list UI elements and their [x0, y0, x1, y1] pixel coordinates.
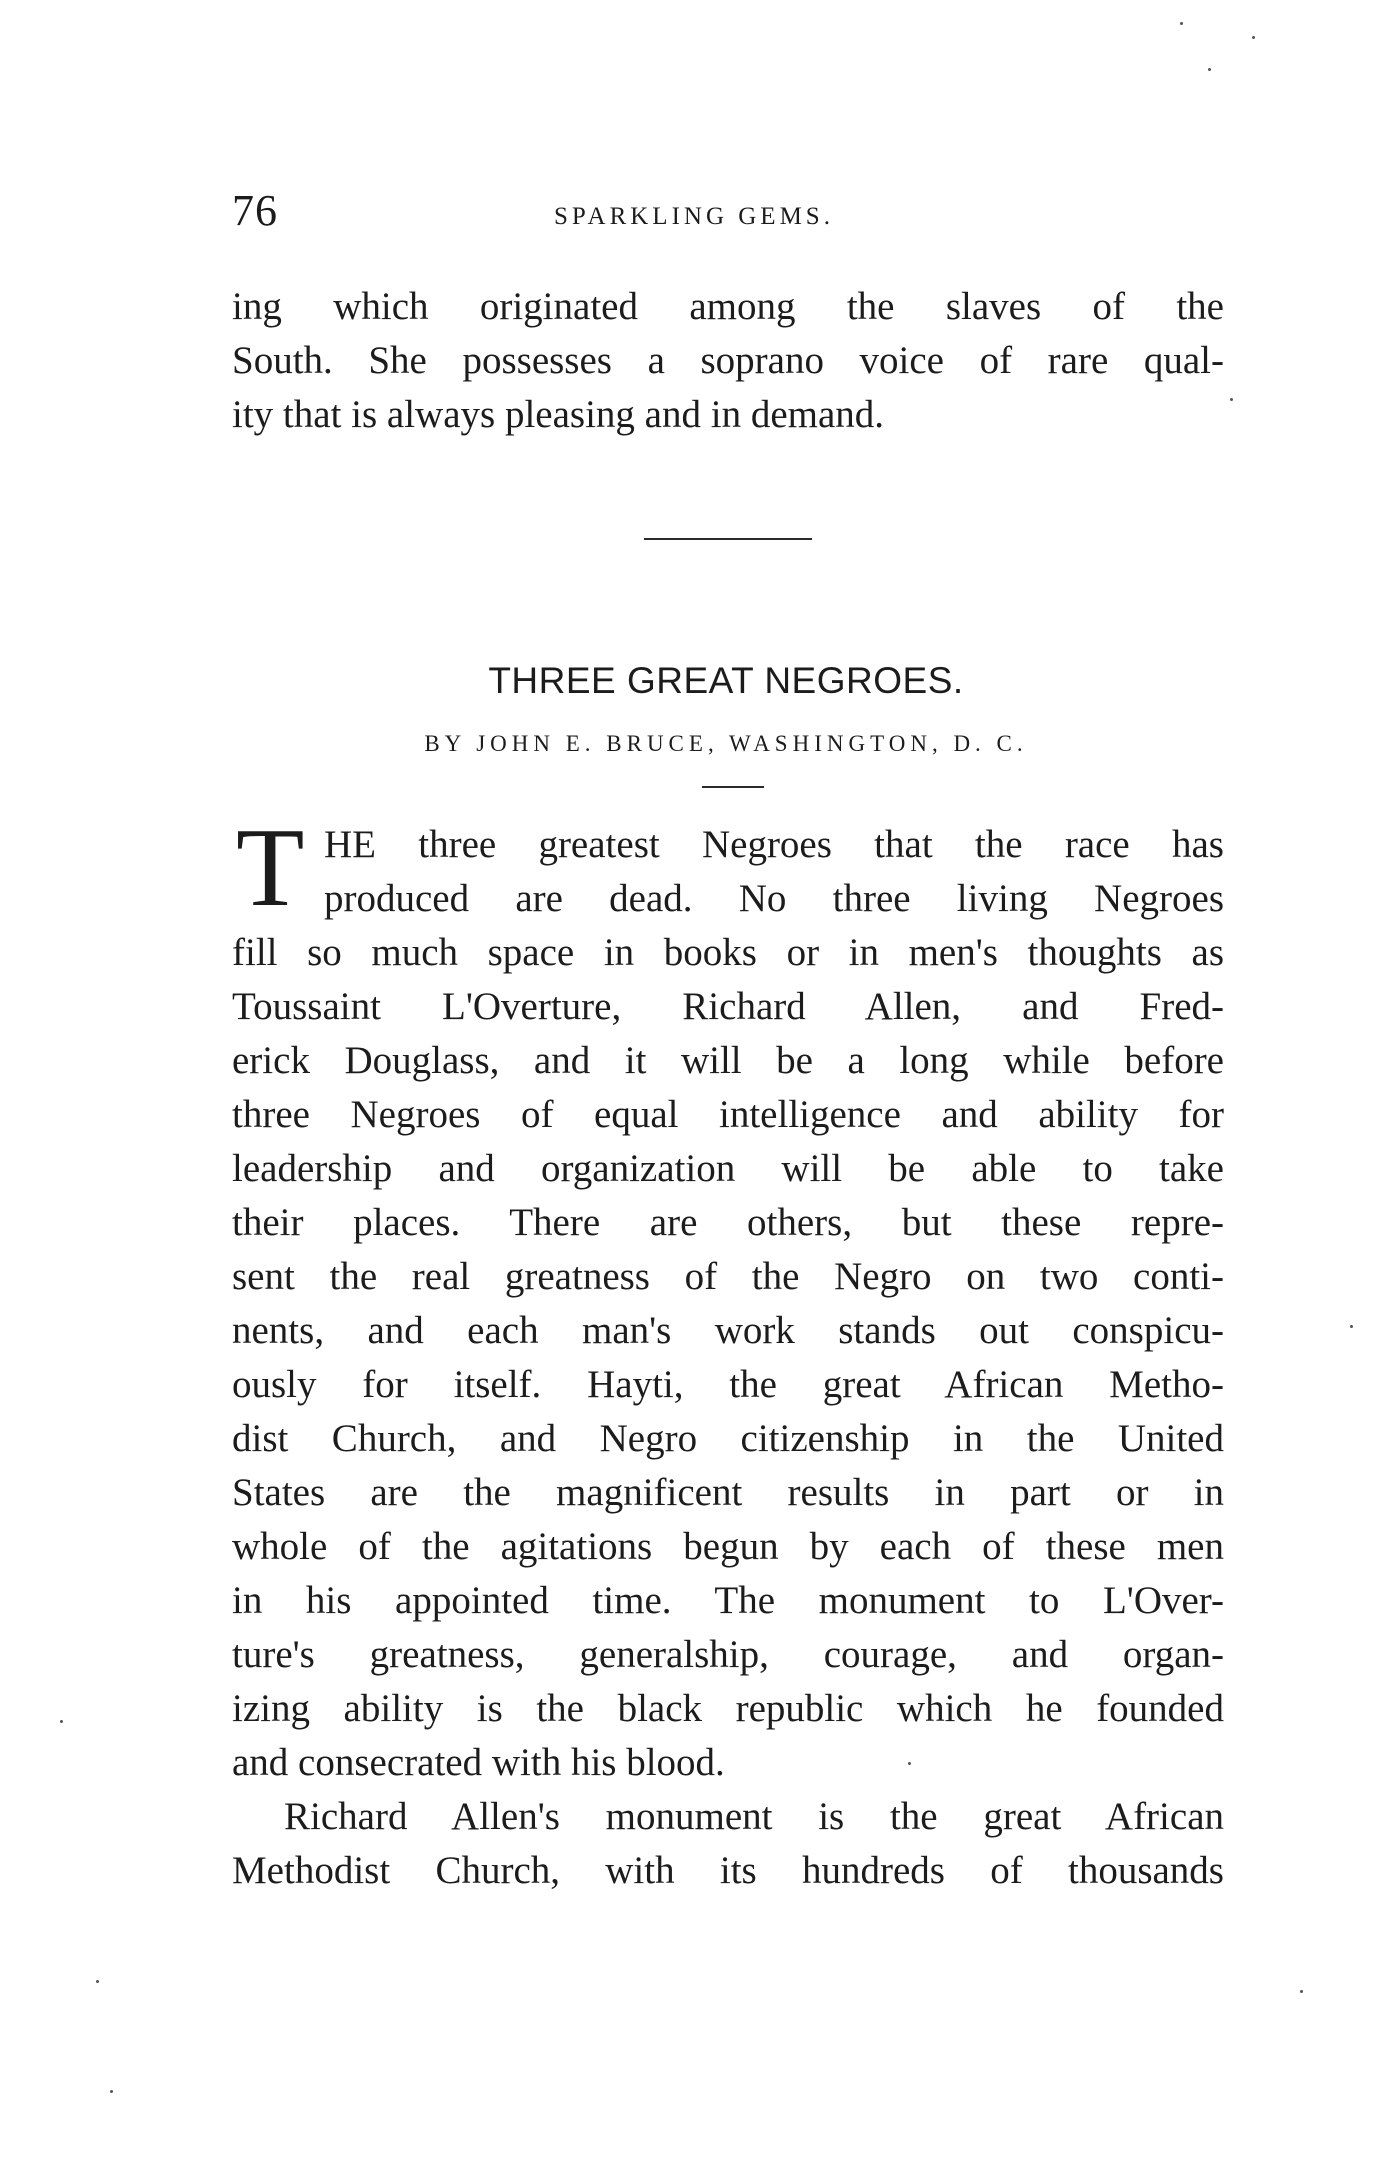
speck	[1180, 22, 1183, 25]
speck	[908, 1762, 911, 1765]
article-byline: BY JOHN E. BRUCE, WASHINGTON, D. C.	[424, 731, 1028, 756]
text-line: ity that is always pleasing and in demand.	[232, 393, 885, 436]
text-line: dist Church, and Negro citizenship in the United	[232, 1417, 1224, 1460]
text-line: erick Douglass, and it will be a long while before	[232, 1039, 1224, 1082]
speck	[1230, 398, 1233, 401]
article-body	[232, 818, 1224, 1898]
speck	[96, 1980, 99, 1983]
text-line: Methodist Church, with its hundreds of thousands	[232, 1849, 1224, 1892]
text-line: nents, and each man's work stands out conspicu-	[232, 1309, 1224, 1352]
title-rule	[702, 786, 764, 788]
text-line: three Negroes of equal intelligence and ability for	[232, 1093, 1224, 1136]
speck	[110, 2090, 113, 2093]
text-line: ously for itself. Hayti, the great African Metho-	[232, 1363, 1224, 1406]
running-head	[232, 185, 1232, 245]
running-title: SPARKLING GEMS.	[554, 203, 834, 230]
section-divider	[644, 538, 812, 540]
speck	[1252, 36, 1255, 39]
text-line: produced are dead. No three living Negroes	[324, 877, 1224, 920]
article-title: THREE GREAT NEGROES.	[488, 660, 964, 701]
text-line: whole of the agitations begun by each of these men	[232, 1525, 1224, 1568]
text-line: and consecrated with his blood.	[232, 1741, 725, 1784]
text-line: ing which originated among the slaves of the	[232, 285, 1224, 328]
text-line: South. She possesses a soprano voice of rare qual-	[232, 339, 1224, 382]
text-line: ture's greatness, generalship, courage, and organ-	[232, 1633, 1224, 1676]
speck	[1300, 1990, 1303, 1993]
text-line: izing ability is the black republic which he founded	[232, 1687, 1224, 1730]
text-line: States are the magnificent results in part or in	[232, 1471, 1224, 1514]
text-line: sent the real greatness of the Negro on two conti-	[232, 1255, 1224, 1298]
text-line: leadership and organization will be able to take	[232, 1147, 1224, 1190]
text-line: in his appointed time. The monument to L'Over-	[232, 1579, 1224, 1622]
speck	[60, 1720, 63, 1723]
speck	[1208, 68, 1211, 71]
text-line: Toussaint L'Overture, Richard Allen, and Fred-	[232, 985, 1224, 1028]
text-line: fill so much space in books or in men's thoughts as	[232, 931, 1224, 974]
text-line: Richard Allen's monument is the great African	[284, 1795, 1224, 1838]
intro-paragraph	[232, 280, 1224, 442]
speck	[1350, 1325, 1353, 1328]
text-line: HE three greatest Negroes that the race has	[324, 823, 1224, 866]
drop-cap: T	[236, 806, 305, 930]
text-line: their places. There are others, but these repre-	[232, 1201, 1224, 1244]
page-number: 76	[232, 186, 278, 235]
